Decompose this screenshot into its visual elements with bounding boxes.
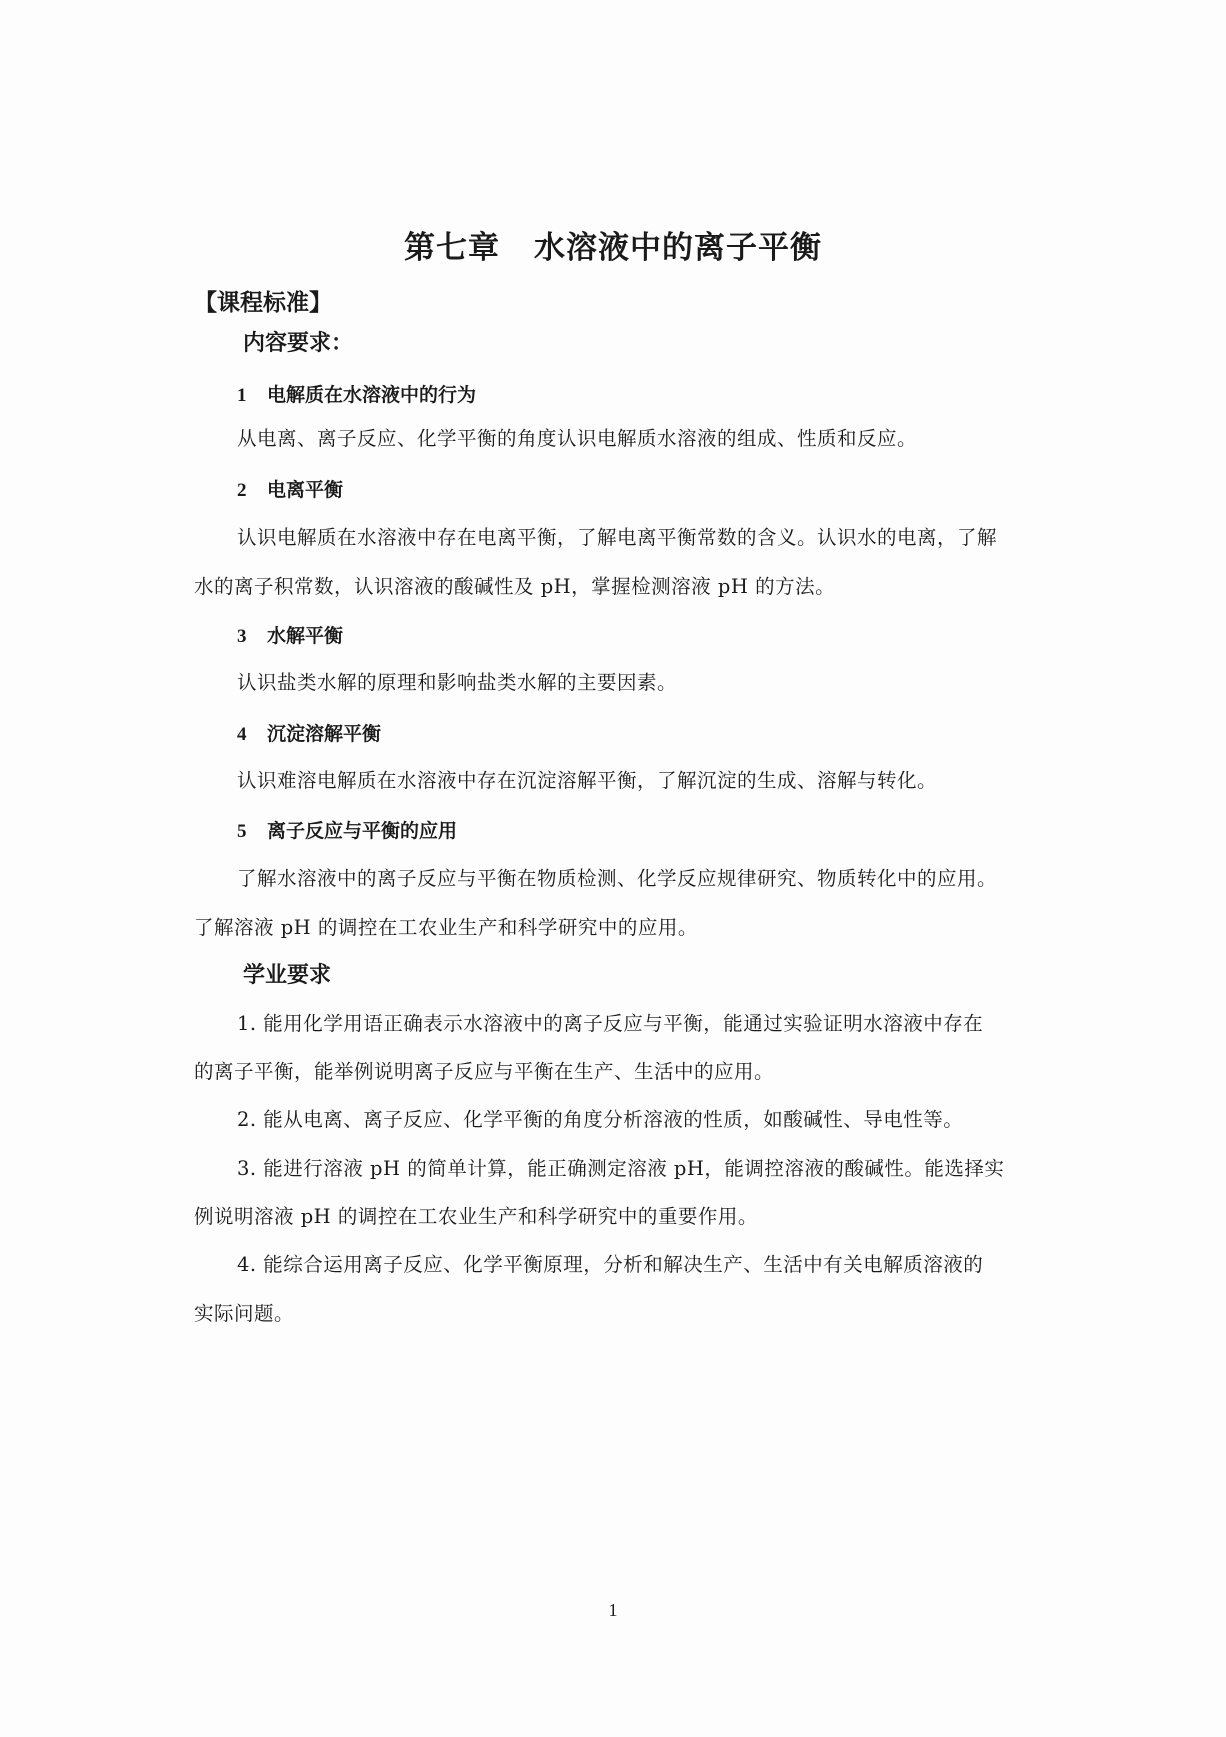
item-title: 离子反应与平衡的应用 <box>267 820 458 842</box>
item-title: 水解平衡 <box>267 625 344 647</box>
academic-item-3-line-2: 例说明溶液 pH 的调控在工农业生产和科学研究中的重要作用。 <box>194 1205 758 1228</box>
requirement-item-4-text: 认识难溶电解质在水溶液中存在沉淀溶解平衡，了解沉淀的生成、溶解与转化。 <box>237 769 938 792</box>
academic-item-3-line-1: 3. 能进行溶液 pH 的简单计算，能正确测定溶液 pH，能调控溶液的酸碱性。能选择实 <box>237 1157 1005 1180</box>
requirement-item-2-text-line-1: 认识电解质在水溶液中存在电离平衡，了解电离平衡常数的含义。认识水的电离，了解 <box>237 526 998 549</box>
academic-item-1-line-2: 的离子平衡，能举例说明离子反应与平衡在生产、生活中的应用。 <box>194 1060 775 1083</box>
requirement-item-5-text-line-1: 了解水溶液中的离子反应与平衡在物质检测、化学反应规律研究、物质转化中的应用。 <box>237 867 998 890</box>
requirement-item-3-heading <box>237 622 343 651</box>
page-number: 1 <box>608 1600 618 1620</box>
requirement-item-1-heading <box>237 381 476 410</box>
content-requirements-heading: 内容要求： <box>243 331 354 356</box>
item-number: 1 <box>237 385 247 406</box>
section-label: 【课程标准】 <box>194 290 332 316</box>
academic-requirements-heading: 学业要求 <box>243 963 332 988</box>
chapter-number: 第七章 <box>404 230 500 266</box>
academic-item-2-line-1: 2. 能从电离、离子反应、化学平衡的角度分析溶液的性质，如酸碱性、导电性等。 <box>237 1108 964 1131</box>
academic-item-4-line-1: 4. 能综合运用离子反应、化学平衡原理，分析和解决生产、生活中有关电解质溶液的 <box>237 1253 984 1276</box>
item-title: 电解质在水溶液中的行为 <box>267 384 477 406</box>
requirement-item-3-text: 认识盐类水解的原理和影响盐类水解的主要因素。 <box>237 671 678 694</box>
item-number: 2 <box>237 480 247 501</box>
chapter-title <box>0 222 1226 267</box>
requirement-item-5-text-line-2: 了解溶液 pH 的调控在工农业生产和科学研究中的应用。 <box>194 916 698 939</box>
item-title: 电离平衡 <box>267 479 344 501</box>
requirement-item-5-heading <box>237 817 457 846</box>
chapter-name: 水溶液中的离子平衡 <box>534 230 822 266</box>
requirement-item-2-text-line-2: 水的离子积常数，认识溶液的酸碱性及 pH，掌握检测溶液 pH 的方法。 <box>194 575 836 598</box>
academic-item-4-line-2: 实际问题。 <box>194 1302 295 1325</box>
item-title: 沉淀溶解平衡 <box>267 723 382 745</box>
requirement-item-2-heading <box>237 476 343 505</box>
item-number: 3 <box>237 626 247 647</box>
requirement-item-4-heading <box>237 720 381 749</box>
requirement-item-1-text: 从电离、离子反应、化学平衡的角度认识电解质水溶液的组成、性质和反应。 <box>237 427 918 450</box>
academic-item-1-line-1: 1. 能用化学用语正确表示水溶液中的离子反应与平衡，能通过实验证明水溶液中存在 <box>237 1012 984 1035</box>
item-number: 5 <box>237 821 247 842</box>
item-number: 4 <box>237 724 247 745</box>
